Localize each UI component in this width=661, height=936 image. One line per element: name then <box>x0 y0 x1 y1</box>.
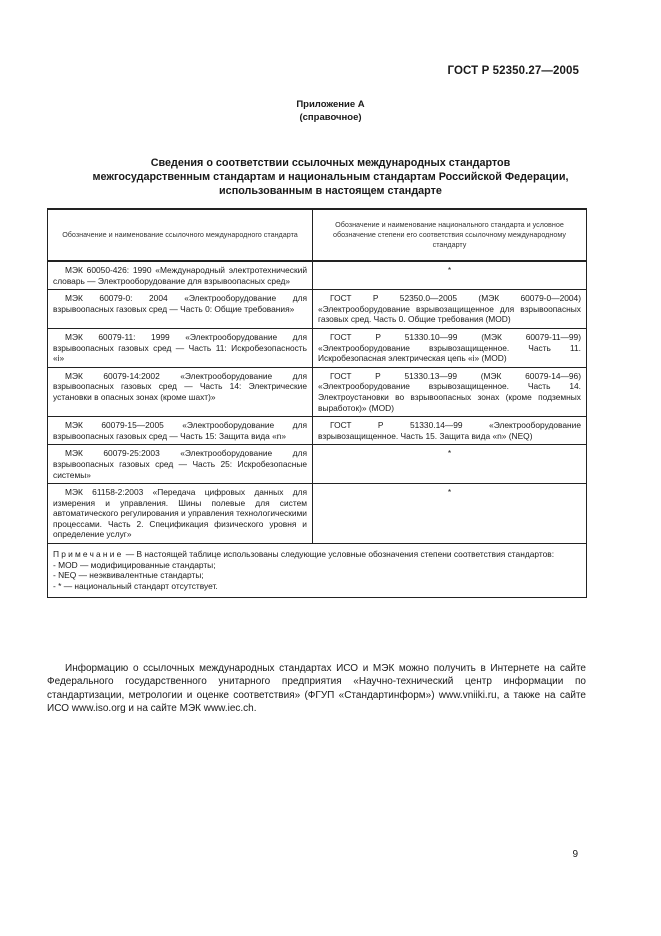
national-standard-cell: ГОСТ Р 51330.14—99 «Электрооборудование взрывозащищенное. Часть 15. Защита вида «n» (NEQ) <box>313 417 587 445</box>
table-row <box>48 445 587 484</box>
title-line-1: Сведения о соответствии ссылочных международных стандартов <box>150 157 511 169</box>
appendix-heading <box>0 98 661 124</box>
intl-standard-cell: МЭК 60079-25:2003 «Электрооборудование для взрывоопасных газовых сред — Часть 25: Искробезопасные системы» <box>48 445 313 484</box>
note-label: Примечание <box>53 549 124 560</box>
col-header-international: Обозначение и наименование ссылочного международного стандарта <box>48 209 313 261</box>
intl-standard-cell: МЭК 61158-2:2003 «Передача цифровых данных для измерения и управления. Шины полевые для систем автоматического регулирования и управления технологическими процессами. Часть 2. Спецификация физического уровня и определение услуг» <box>48 484 313 544</box>
national-standard-cell: * <box>313 445 587 484</box>
note-text <box>53 549 581 560</box>
table-row <box>48 484 587 544</box>
page-number: 9 <box>572 849 578 860</box>
document-code: ГОСТ Р 52350.27—2005 <box>447 65 579 77</box>
table-row <box>48 261 587 290</box>
title-line-3: использованным в настоящем стандарте <box>219 185 442 197</box>
note-body: — В настоящей таблице использованы следующие условные обозначения степени соответствия стандартов: <box>123 549 555 560</box>
table-row <box>48 328 587 367</box>
note-item: - NEQ — неэквивалентные стандарты; <box>53 570 204 581</box>
appendix-label: Приложение А <box>296 99 365 110</box>
note-item: - * — национальный стандарт отсутствует. <box>53 580 218 591</box>
table-row <box>48 367 587 416</box>
table-note <box>48 544 587 598</box>
title-line-2: межгосударственным стандартам и национальным стандартам Российской Федерации, <box>92 171 569 183</box>
intl-standard-cell: МЭК 60079-0: 2004 «Электрооборудование для взрывоопасных газовых сред — Часть 0: Общие требования» <box>48 290 313 329</box>
table-header-row <box>48 209 587 261</box>
table-note-row <box>48 544 587 598</box>
national-standard-cell: ГОСТ Р 51330.13—99 (МЭК 60079-14—96) «Электрооборудование взрывозащищенное. Часть 14. Электроустановки во взрывоопасных зонах (кроме подземных выработок)» (MOD) <box>313 367 587 416</box>
table-row <box>48 417 587 445</box>
table-row <box>48 290 587 329</box>
intl-standard-cell: МЭК 60079-14:2002 «Электрооборудование для взрывоопасных газовых сред — Часть 14: Электрические установки в опасных зонах (кроме шахт)» <box>48 367 313 416</box>
national-standard-cell: * <box>313 484 587 544</box>
appendix-qualifier: (справочное) <box>299 112 362 123</box>
correspondence-table <box>47 208 587 598</box>
intl-standard-cell: МЭК 60079-15—2005 «Электрооборудование для взрывоопасных газовых сред — Часть 15: Защита вида «n» <box>48 417 313 445</box>
national-standard-cell: * <box>313 261 587 290</box>
intl-standard-cell: МЭК 60050-426: 1990 «Международный электротехнический словарь — Электрооборудование для взрывоопасных сред» <box>48 261 313 290</box>
national-standard-cell: ГОСТ Р 52350.0—2005 (МЭК 60079-0—2004) «Электрооборудование взрывозащищенное для взрывоопасных газовых сред. Часть 0. Общие требования (MOD) <box>313 290 587 329</box>
national-standard-cell: ГОСТ Р 51330.10—99 (МЭК 60079-11—99) «Электрооборудование взрывозащищенное. Часть 11. Искробезопасная электрическая цепь «i» (MOD) <box>313 328 587 367</box>
appendix-title <box>40 156 621 198</box>
intl-standard-cell: МЭК 60079-11: 1999 «Электрооборудование для взрывоопасных газовых сред — Часть 11: Искробезопасность «i» <box>48 328 313 367</box>
info-paragraph: Информацию о ссылочных международных стандартах ИСО и МЭК можно получить в Интернете на сайте Федерального государственного унитарного предприятия «Научно-технический центр информации по стандартизации, метрологии и оценке соответствия» (ФГУП «Стандартинформ») www.vniiki.ru, а также на сайте ИСО www.iso.org и на сайте МЭК www.iec.ch. <box>47 663 586 715</box>
col-header-national: Обозначение и наименование национального стандарта и условное обозначение степени его соответствия ссылочному международному стандарту <box>313 209 587 261</box>
note-item: - MOD — модифицированные стандарты; <box>53 559 216 570</box>
